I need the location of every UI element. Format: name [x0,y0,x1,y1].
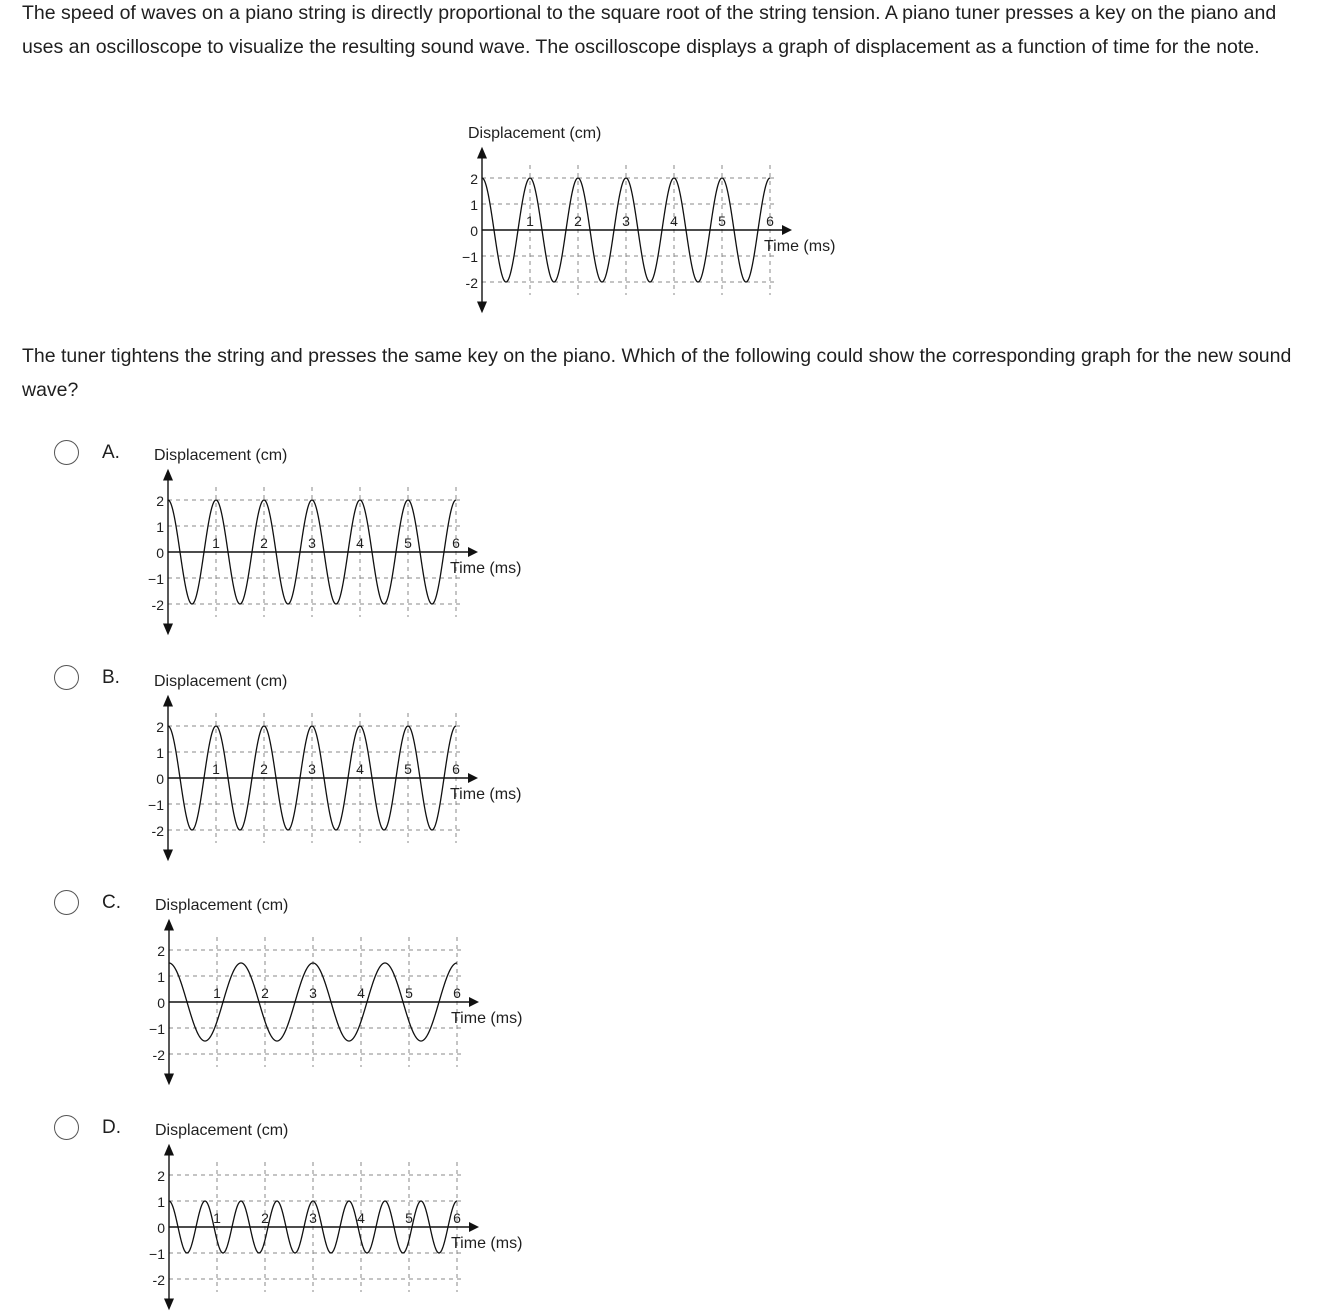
option-d-letter: D. [102,1117,121,1138]
x-axis-arrow [469,1222,479,1232]
x-tick-label: 2 [260,761,268,777]
option-b-radio[interactable] [54,665,79,690]
y-tick-label: −1 [149,1246,165,1262]
option-c-graph [135,890,575,1090]
y-tick-label: -2 [152,1272,165,1288]
x-axis-arrow [469,997,479,1007]
x-tick-label: 3 [309,1210,317,1226]
y-axis-arrow-down [163,624,173,636]
y-tick-label: -2 [465,275,478,291]
y-tick-label: −1 [148,571,164,587]
y-tick-label: 1 [156,745,164,761]
x-tick-label: 4 [356,535,364,551]
option-c-chart [135,890,575,1090]
x-tick-label: 6 [453,985,461,1001]
x-tick-label: 2 [260,535,268,551]
y-tick-label: -2 [151,597,164,613]
x-axis-label: Time (ms) [450,560,522,577]
x-tick-label: 1 [526,213,534,229]
x-tick-label: 6 [766,213,774,229]
x-tick-label: 4 [670,213,678,229]
option-d-chart [135,1115,575,1315]
y-tick-label: 1 [156,519,164,535]
x-tick-label: 2 [261,1210,269,1226]
y-tick-label: 2 [156,719,164,735]
y-tick-label: 0 [470,223,478,239]
y-axis-arrow-up [164,919,174,931]
x-axis-label: Time (ms) [450,786,522,803]
chart-title: Displacement (cm) [155,897,289,914]
y-tick-label: 2 [157,943,165,959]
y-axis-arrow-down [477,302,487,314]
question-prompt: The tuner tightens the string and presses the same key on the piano. Which of the following could show the corresponding graph for the new sound wave? [22,345,1292,401]
x-tick-label: 6 [453,1210,461,1226]
x-tick-label: 6 [452,761,460,777]
option-a-radio[interactable] [54,440,79,465]
original-wave-chart [448,118,888,318]
x-tick-label: 4 [356,761,364,777]
chart-title: Displacement (cm) [468,125,602,142]
option-b-graph [134,666,574,866]
x-axis-label: Time (ms) [451,1010,523,1027]
y-tick-label: -2 [152,1047,165,1063]
y-axis-arrow-down [164,1074,174,1086]
y-tick-label: 1 [157,1194,165,1210]
x-tick-label: 3 [622,213,630,229]
x-tick-label: 1 [213,985,221,1001]
original-wave-graph [448,118,888,318]
option-c-radio[interactable] [54,890,79,915]
chart-title: Displacement (cm) [154,447,288,464]
y-tick-label: 0 [157,1220,165,1236]
option-d-graph [135,1115,575,1315]
x-tick-label: 1 [213,1210,221,1226]
x-tick-label: 1 [212,761,220,777]
option-a-letter: A. [102,442,120,463]
y-axis-arrow-up [477,147,487,159]
option-b-chart [134,666,574,866]
question-intro: The speed of waves on a piano string is directly proportional to the square root of the string tension. A piano tuner presses a key on the piano and uses an oscilloscope to visualize the resulting sound wave. The oscilloscope displays a graph of displacement as a function of time for the note. [22,2,1277,58]
chart-title: Displacement (cm) [154,673,288,690]
y-tick-label: 2 [470,171,478,187]
x-tick-label: 3 [308,535,316,551]
y-tick-label: 0 [157,995,165,1011]
x-tick-label: 5 [404,535,412,551]
x-axis-arrow [468,547,478,557]
x-tick-label: 6 [452,535,460,551]
y-tick-label: 2 [156,493,164,509]
y-tick-label: 2 [157,1168,165,1184]
x-tick-label: 3 [309,985,317,1001]
x-tick-label: 3 [308,761,316,777]
y-tick-label: 0 [156,771,164,787]
option-d-radio[interactable] [54,1115,79,1140]
x-axis-label: Time (ms) [764,238,836,255]
x-tick-label: 4 [357,985,365,1001]
x-tick-label: 1 [212,535,220,551]
x-tick-label: 5 [718,213,726,229]
x-tick-label: 5 [404,761,412,777]
y-tick-label: 1 [157,969,165,985]
chart-title: Displacement (cm) [155,1122,289,1139]
x-axis-arrow [468,773,478,783]
x-tick-label: 2 [261,985,269,1001]
x-tick-label: 5 [405,985,413,1001]
option-c-letter: C. [102,892,121,913]
option-b-letter: B. [102,667,120,688]
option-a-graph [134,440,574,640]
y-tick-label: −1 [149,1021,165,1037]
x-axis-label: Time (ms) [451,1235,523,1252]
x-tick-label: 2 [574,213,582,229]
y-axis-arrow-down [164,1299,174,1311]
y-tick-label: −1 [462,249,478,265]
y-tick-label: −1 [148,797,164,813]
y-tick-label: 0 [156,545,164,561]
y-axis-arrow-up [163,469,173,481]
x-tick-label: 4 [357,1210,365,1226]
y-axis-arrow-up [164,1144,174,1156]
x-tick-label: 5 [405,1210,413,1226]
y-tick-label: 1 [470,197,478,213]
y-axis-arrow-down [163,850,173,862]
x-axis-arrow [782,225,792,235]
y-tick-label: -2 [151,823,164,839]
option-a-chart [134,440,574,640]
y-axis-arrow-up [163,695,173,707]
